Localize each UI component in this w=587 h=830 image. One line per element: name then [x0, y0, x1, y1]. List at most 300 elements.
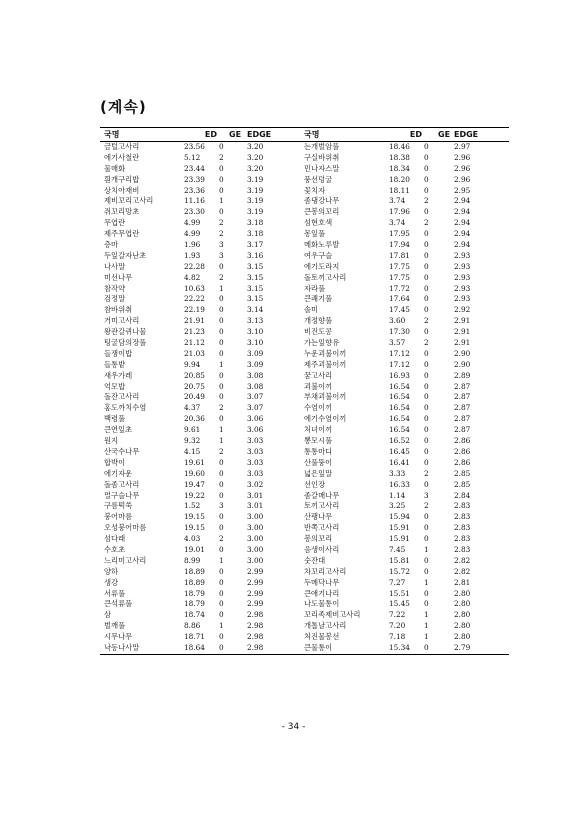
- edge-value: 2.87: [454, 381, 471, 391]
- ed-value: 7.20: [389, 621, 406, 631]
- species-name: 에기도라지: [304, 261, 340, 271]
- edge-value: 2.81: [454, 577, 471, 587]
- species-name: 흰개구리밥: [104, 174, 140, 184]
- species-name: 처진물봉선: [304, 632, 340, 642]
- ge-value: 2: [219, 446, 224, 456]
- table-row: [100, 349, 509, 360]
- ed-value: 16.54: [389, 414, 410, 424]
- edge-value: 3.03: [247, 457, 264, 467]
- ed-value: 18.89: [184, 577, 205, 587]
- ed-value: 17.45: [389, 305, 410, 315]
- edge-value: 2.86: [454, 457, 471, 467]
- ed-value: 23.44: [184, 163, 205, 173]
- ed-value: 18.34: [389, 163, 410, 173]
- edge-value: 2.98: [247, 610, 264, 620]
- ge-value: 0: [424, 359, 429, 369]
- edge-value: 2.98: [247, 642, 264, 652]
- species-name: 에기자운: [104, 468, 133, 478]
- table-row: [100, 371, 509, 382]
- ge-value: 1: [219, 425, 224, 435]
- species-name: 에기수염이끼: [304, 414, 347, 424]
- ge-value: 0: [219, 294, 224, 304]
- table-row: [100, 142, 509, 153]
- species-name: 큰애기나리: [304, 588, 340, 598]
- ge-value: 0: [424, 174, 429, 184]
- ed-value: 15.45: [389, 599, 410, 609]
- species-name: 큰연잎초: [104, 425, 133, 435]
- table-row: [100, 294, 509, 305]
- table-header: [100, 128, 509, 142]
- ed-value: 9.32: [184, 436, 201, 446]
- table-row: [100, 305, 509, 316]
- table-row: [100, 599, 509, 610]
- ed-value: 9.61: [184, 425, 201, 435]
- edge-value: 3.02: [247, 479, 264, 489]
- ge-value: 0: [219, 610, 224, 620]
- ed-value: 15.94: [389, 512, 410, 522]
- column-header-name: 국명: [304, 130, 320, 139]
- ge-value: 0: [219, 305, 224, 315]
- table-row: [100, 262, 509, 273]
- species-name: 숫잔대: [304, 555, 326, 565]
- species-name: 가는잎향유: [304, 338, 340, 348]
- edge-value: 2.96: [454, 152, 471, 162]
- edge-value: 2.80: [454, 610, 471, 620]
- ed-value: 4.99: [184, 218, 201, 228]
- species-name: 민나자스말: [304, 163, 340, 173]
- species-name: 뽕모시풀: [304, 436, 333, 446]
- species-name: 자라풀: [304, 283, 326, 293]
- edge-value: 2.90: [454, 348, 471, 358]
- ed-value: 4.99: [184, 229, 201, 239]
- ge-value: 0: [219, 468, 224, 478]
- table-row: [100, 501, 509, 512]
- ed-value: 15.91: [389, 523, 410, 533]
- edge-value: 3.20: [247, 152, 264, 162]
- ge-value: 0: [219, 577, 224, 587]
- ge-value: 0: [424, 152, 429, 162]
- edge-value: 3.00: [247, 523, 264, 533]
- ge-value: 2: [219, 272, 224, 282]
- edge-value: 2.86: [454, 436, 471, 446]
- ed-value: 16.52: [389, 436, 410, 446]
- ed-value: 16.33: [389, 479, 410, 489]
- edge-value: 3.20: [247, 142, 264, 151]
- species-name: 누운괴불이끼: [304, 348, 347, 358]
- ge-value: 0: [219, 479, 224, 489]
- species-name: 금털고사리: [104, 142, 140, 151]
- ed-value: 1.14: [389, 490, 406, 500]
- table-row: [100, 338, 509, 349]
- species-name: 에기사철란: [104, 152, 140, 162]
- ed-value: 19.60: [184, 468, 205, 478]
- edge-value: 2.99: [247, 599, 264, 609]
- ed-value: 23.39: [184, 174, 205, 184]
- edge-value: 3.13: [247, 316, 264, 326]
- species-name: 팅굴담의장풀: [104, 338, 147, 348]
- ge-value: 0: [219, 207, 224, 217]
- edge-value: 2.85: [454, 468, 471, 478]
- ed-value: 4.37: [184, 403, 201, 413]
- edge-value: 2.96: [454, 163, 471, 173]
- ge-value: 0: [219, 370, 224, 380]
- ge-value: 1: [219, 555, 224, 565]
- ge-value: 0: [219, 392, 224, 402]
- column-header-ed: ED: [204, 130, 217, 139]
- ge-value: 0: [219, 348, 224, 358]
- ed-value: 17.12: [389, 348, 410, 358]
- table-row: [100, 273, 509, 284]
- species-name: 무엽란: [104, 218, 126, 228]
- table-row: [100, 610, 509, 621]
- ge-value: 0: [219, 588, 224, 598]
- ge-value: 0: [219, 185, 224, 195]
- species-name: 큰봉의꼬리: [304, 207, 340, 217]
- ge-value: 0: [424, 599, 429, 609]
- ed-value: 18.79: [184, 599, 205, 609]
- ge-value: 0: [424, 163, 429, 173]
- ed-value: 1.96: [184, 240, 201, 250]
- ed-value: 17.64: [389, 294, 410, 304]
- ed-value: 19.47: [184, 479, 205, 489]
- ed-value: 17.96: [389, 207, 410, 217]
- edge-value: 3.19: [247, 196, 264, 206]
- species-name: 여우구슬: [304, 250, 333, 260]
- edge-value: 2.79: [454, 642, 471, 652]
- species-name: 양하: [104, 566, 119, 576]
- edge-value: 2.96: [454, 174, 471, 184]
- edge-value: 3.15: [247, 272, 264, 282]
- edge-value: 3.06: [247, 414, 264, 424]
- ge-value: 0: [424, 370, 429, 380]
- edge-value: 2.83: [454, 534, 471, 544]
- ed-value: 17.12: [389, 359, 410, 369]
- species-name: 비진도콩: [304, 327, 333, 337]
- table-row: [100, 534, 509, 545]
- table-row: [100, 589, 509, 600]
- species-name: 벌깨풀: [104, 621, 126, 631]
- ge-value: 1: [219, 621, 224, 631]
- ge-value: 0: [219, 523, 224, 533]
- ed-value: 16.93: [389, 370, 410, 380]
- species-name: 메화노루발: [304, 240, 340, 250]
- species-name: 산풀뚱이: [304, 457, 333, 467]
- table-row: [100, 218, 509, 229]
- table-row: [100, 164, 509, 175]
- table-row: [100, 229, 509, 240]
- edge-value: 3.15: [247, 261, 264, 271]
- edge-value: 2.93: [454, 272, 471, 282]
- ed-value: 18.71: [184, 632, 205, 642]
- ed-value: 15.91: [389, 534, 410, 544]
- column-header-ge: GE: [229, 130, 242, 139]
- ed-value: 18.74: [184, 610, 205, 620]
- species-name: 꿈고사리: [304, 370, 333, 380]
- edge-value: 2.99: [247, 566, 264, 576]
- edge-value: 3.10: [247, 338, 264, 348]
- species-name: 풍선덩굴: [304, 174, 333, 184]
- table-row: [100, 556, 509, 567]
- species-name: 선인장: [304, 479, 326, 489]
- ed-value: 18.89: [184, 566, 205, 576]
- ed-value: 20.75: [184, 381, 205, 391]
- ed-value: 17.72: [389, 283, 410, 293]
- ge-value: 3: [424, 490, 429, 500]
- ed-value: 3.74: [389, 218, 406, 228]
- species-name: 처녀이끼: [304, 425, 333, 435]
- ed-value: 4.82: [184, 272, 201, 282]
- ed-value: 17.81: [389, 250, 410, 260]
- ge-value: 2: [424, 338, 429, 348]
- ge-value: 0: [424, 261, 429, 271]
- species-name: 섬다래: [104, 534, 126, 544]
- ed-value: 16.54: [389, 381, 410, 391]
- species-name: 제주괴불이끼: [304, 359, 347, 369]
- ge-value: 0: [424, 555, 429, 565]
- ed-value: 15.34: [389, 642, 410, 652]
- species-name: 낙동나사말: [104, 642, 140, 652]
- ed-value: 15.81: [389, 555, 410, 565]
- ge-value: 2: [219, 534, 224, 544]
- species-table: [100, 127, 509, 655]
- edge-value: 2.94: [454, 240, 471, 250]
- ge-value: 0: [219, 642, 224, 652]
- ed-value: 16.54: [389, 403, 410, 413]
- species-name: 서류풀: [104, 588, 126, 598]
- species-name: 괴불이끼: [304, 381, 333, 391]
- table-row: [100, 480, 509, 491]
- edge-value: 3.19: [247, 185, 264, 195]
- species-name: 홍도까치수염: [104, 403, 147, 413]
- ed-value: 19.01: [184, 544, 205, 554]
- ed-value: 22.19: [184, 305, 205, 315]
- species-name: 백령풀: [104, 414, 126, 424]
- edge-value: 3.00: [247, 512, 264, 522]
- ed-value: 20.49: [184, 392, 205, 402]
- ge-value: 0: [424, 457, 429, 467]
- species-name: 제비꼬리고사리: [104, 196, 154, 206]
- ed-value: 19.61: [184, 457, 205, 467]
- edge-value: 3.00: [247, 555, 264, 565]
- table-row: [100, 327, 509, 338]
- species-name: 참바위취: [104, 305, 133, 315]
- edge-value: 2.95: [454, 185, 471, 195]
- ed-value: 7.27: [389, 577, 406, 587]
- edge-value: 2.80: [454, 588, 471, 598]
- ge-value: 0: [424, 250, 429, 260]
- edge-value: 3.19: [247, 174, 264, 184]
- edge-value: 2.92: [454, 305, 471, 315]
- species-name: 는개벌암풀: [304, 142, 340, 151]
- ge-value: 1: [424, 577, 429, 587]
- ed-value: 7.45: [389, 544, 406, 554]
- ed-value: 18.20: [389, 174, 410, 184]
- edge-value: 3.08: [247, 381, 264, 391]
- ge-value: 0: [219, 414, 224, 424]
- ge-value: 0: [424, 523, 429, 533]
- ge-value: 0: [219, 632, 224, 642]
- species-name: 큰쾌기풀: [304, 294, 333, 304]
- ed-value: 1.93: [184, 250, 201, 260]
- edge-value: 2.93: [454, 294, 471, 304]
- species-name: 돌잔고사리: [104, 392, 140, 402]
- ed-value: 18.11: [389, 185, 410, 195]
- species-name: 참작약: [104, 283, 126, 293]
- edge-value: 3.00: [247, 544, 264, 554]
- ge-value: 0: [424, 642, 429, 652]
- species-name: 꽃치자: [304, 185, 326, 195]
- ge-value: 0: [424, 512, 429, 522]
- ge-value: 0: [219, 490, 224, 500]
- ed-value: 23.56: [184, 142, 205, 151]
- edge-value: 3.07: [247, 392, 264, 402]
- species-name: 섬현호색: [304, 218, 333, 228]
- species-name: 나사말: [104, 261, 126, 271]
- ge-value: 2: [219, 403, 224, 413]
- table-row: [100, 425, 509, 436]
- table-row: [100, 469, 509, 480]
- species-name: 산국수나무: [104, 446, 140, 456]
- ed-value: 21.23: [184, 327, 205, 337]
- edge-value: 2.83: [454, 501, 471, 511]
- species-name: 미선나무: [104, 272, 133, 282]
- edge-value: 2.89: [454, 370, 471, 380]
- ge-value: 0: [424, 479, 429, 489]
- species-name: 생강: [104, 577, 119, 587]
- table-row: [100, 153, 509, 164]
- ge-value: 0: [219, 338, 224, 348]
- ge-value: 0: [424, 392, 429, 402]
- ge-value: 0: [424, 566, 429, 576]
- ed-value: 18.79: [184, 588, 205, 598]
- edge-value: 2.82: [454, 555, 471, 565]
- species-name: 붕어마름: [104, 512, 133, 522]
- species-name: 오성붕어마름: [104, 523, 147, 533]
- ed-value: 21.03: [184, 348, 205, 358]
- edge-value: 3.01: [247, 501, 264, 511]
- ed-value: 17.95: [389, 229, 410, 239]
- ge-value: 0: [219, 599, 224, 609]
- species-name: 두메닥나무: [304, 577, 340, 587]
- ge-value: 0: [219, 512, 224, 522]
- edge-value: 2.98: [247, 621, 264, 631]
- table-row: [100, 207, 509, 218]
- ed-value: 1.52: [184, 501, 201, 511]
- edge-value: 2.83: [454, 523, 471, 533]
- species-name: 개톱날고사리: [304, 621, 347, 631]
- species-name: 몽잎풀: [304, 229, 326, 239]
- ge-value: 3: [219, 250, 224, 260]
- species-name: 좀갈매나무: [304, 490, 340, 500]
- ge-value: 1: [219, 283, 224, 293]
- species-name: 봉의꼬리: [304, 534, 333, 544]
- edge-value: 2.87: [454, 414, 471, 424]
- table-body: [100, 142, 509, 654]
- ed-value: 3.25: [389, 501, 406, 511]
- table-row: [100, 196, 509, 207]
- species-name: 반쪽고사리: [304, 523, 340, 533]
- ed-value: 18.64: [184, 642, 205, 652]
- ge-value: 2: [424, 501, 429, 511]
- ed-value: 3.60: [389, 316, 406, 326]
- table-row: [100, 491, 509, 502]
- ed-value: 19.22: [184, 490, 205, 500]
- species-name: 돌좀고사리: [104, 479, 140, 489]
- species-name: 쥐꼬리망초: [104, 207, 140, 217]
- ed-value: 21.12: [184, 338, 205, 348]
- page-number: - 34 -: [281, 722, 306, 732]
- species-name: 층마: [104, 240, 119, 250]
- ge-value: 2: [424, 196, 429, 206]
- species-name: 물매화: [104, 163, 126, 173]
- column-header-edge: EDGE: [454, 130, 479, 139]
- species-name: 차꼬리고사리: [304, 566, 347, 576]
- ge-value: 1: [219, 196, 224, 206]
- table-row: [100, 360, 509, 371]
- ge-value: 1: [424, 610, 429, 620]
- ge-value: 0: [424, 425, 429, 435]
- edge-value: 3.03: [247, 446, 264, 456]
- species-name: 합박이: [104, 457, 126, 467]
- species-name: 구실바위취: [304, 152, 340, 162]
- species-name: 상치아재비: [104, 185, 140, 195]
- ge-value: 0: [424, 305, 429, 315]
- table-row: [100, 284, 509, 295]
- edge-value: 2.83: [454, 544, 471, 554]
- ed-value: 3.57: [389, 338, 406, 348]
- ge-value: 0: [424, 142, 429, 151]
- ed-value: 3.33: [389, 468, 406, 478]
- ge-value: 0: [424, 534, 429, 544]
- species-name: 통통마디: [304, 446, 333, 456]
- ge-value: 0: [219, 566, 224, 576]
- ed-value: 15.72: [389, 566, 410, 576]
- edge-value: 3.18: [247, 218, 264, 228]
- table-row: [100, 621, 509, 632]
- ge-value: 3: [219, 240, 224, 250]
- edge-value: 3.08: [247, 370, 264, 380]
- ed-value: 17.30: [389, 327, 410, 337]
- ge-value: 0: [424, 381, 429, 391]
- ed-value: 20.36: [184, 414, 205, 424]
- edge-value: 2.90: [454, 359, 471, 369]
- edge-value: 3.15: [247, 294, 264, 304]
- species-name: 원지: [104, 436, 119, 446]
- table-row: [100, 458, 509, 469]
- edge-value: 2.94: [454, 229, 471, 239]
- section-heading: (계속): [100, 98, 147, 116]
- edge-value: 3.09: [247, 348, 264, 358]
- species-name: 돌토끼고사리: [304, 272, 347, 282]
- table-row: [100, 240, 509, 251]
- edge-value: 2.82: [454, 566, 471, 576]
- species-name: 두잎갈자난초: [104, 250, 147, 260]
- table-row: [100, 523, 509, 534]
- species-name: 삼: [104, 610, 112, 620]
- ge-value: 0: [219, 327, 224, 337]
- ge-value: 1: [424, 621, 429, 631]
- ge-value: 0: [424, 294, 429, 304]
- ge-value: 3: [219, 501, 224, 511]
- edge-value: 3.18: [247, 229, 264, 239]
- ed-value: 7.22: [389, 610, 406, 620]
- edge-value: 2.93: [454, 261, 471, 271]
- species-name: 꼬리족제비고사리: [304, 610, 361, 620]
- edge-value: 2.97: [454, 142, 471, 151]
- ed-value: 16.41: [389, 457, 410, 467]
- species-name: 음생이사리: [304, 544, 340, 554]
- edge-value: 3.01: [247, 490, 264, 500]
